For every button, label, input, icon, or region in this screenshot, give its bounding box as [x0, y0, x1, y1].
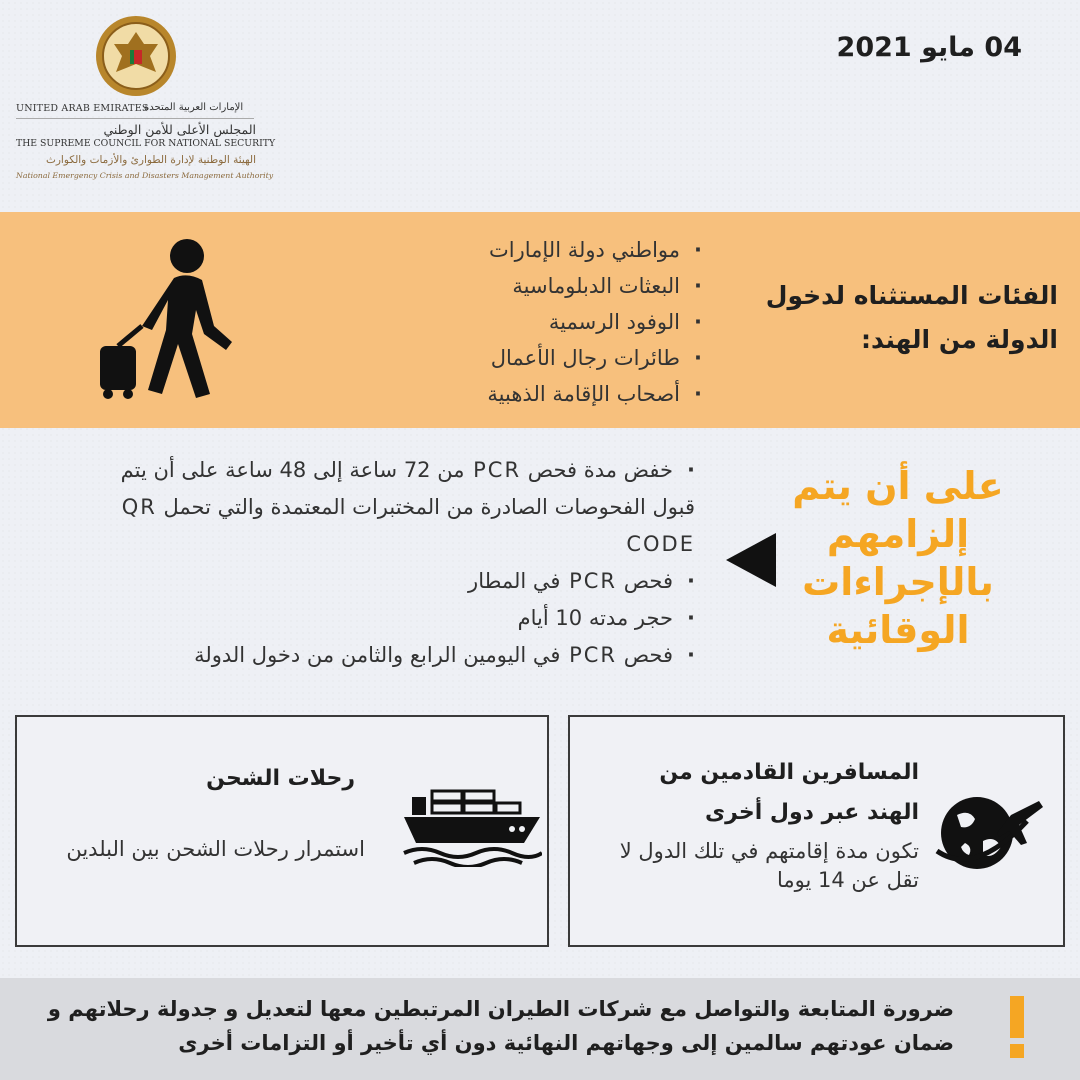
exempt-list: [322, 232, 702, 412]
list-item: · حجر مدته 10 أيام: [85, 600, 695, 637]
logo-en-country: UNITED ARAB EMIRATES: [16, 103, 149, 114]
exclamation-icon: [1006, 996, 1028, 1058]
logo-en-authority: National Emergency Crisis and Disasters Management Authority: [16, 171, 274, 180]
list-item: · خفض مدة فحص PCR من 72 ساعة إلى 48 ساعة على أن يتم قبول الفحوصات الصادرة من المختبرات المعتمدة والتي تحمل QR CODE: [85, 452, 695, 563]
list-item: · طائرات رجال الأعمال: [322, 340, 702, 376]
exempt-title: الفئات المستثناه لدخول الدولة من الهند:: [765, 281, 1058, 354]
logo-en-council: THE SUPREME COUNCIL FOR NATIONAL SECURITY: [16, 138, 276, 149]
cargo-box-title: رحلات الشحن: [206, 766, 355, 791]
footer-notice: [0, 978, 1080, 1080]
authority-logo: [14, 14, 314, 184]
list-item: · أصحاب الإقامة الذهبية: [322, 376, 702, 412]
travelers-via-other-countries-box: [568, 715, 1065, 947]
list-item: · الوفود الرسمية: [322, 304, 702, 340]
preventive-measures-list: [85, 452, 695, 674]
list-item: · البعثات الدبلوماسية: [322, 268, 702, 304]
uae-emblem-icon: [94, 14, 178, 98]
exempt-categories-band: [0, 212, 1080, 428]
logo-ar-country: الإمارات العربية المتحدة: [144, 102, 244, 113]
globe-plane-icon: [935, 781, 1045, 881]
measures-heading: على أن يتم إلزامهم بالإجراءات الوقائية: [792, 464, 1004, 652]
cargo-box-body: استمرار رحلات الشحن بين البلدين: [66, 837, 365, 861]
footer-text: ضرورة المتابعة والتواصل مع شركات الطيران المرتبطين معها لتعديل و جدولة رحلاتهم و ضمان عودتهم سالمين إلى وجهاتهم النهائية دون أي تأخير أو التزامات أخرى: [47, 997, 954, 1055]
traveler-with-luggage-icon: [92, 234, 242, 404]
date-label: 04 مايو 2021: [836, 32, 1022, 63]
list-item: · فحص PCR في المطار: [85, 563, 695, 600]
list-item: · فحص PCR في اليومين الرابع والثامن من دخول الدولة: [85, 637, 695, 674]
list-item: · مواطني دولة الإمارات: [322, 232, 702, 268]
travelers-box-body: تكون مدة إقامتهم في تلك الدول لا تقل عن 14 يوما: [619, 839, 919, 892]
cargo-ship-icon: [402, 787, 542, 867]
logo-ar-authority: الهيئة الوطنية لإدارة الطوارئ والأزمات والكوارث: [45, 154, 256, 166]
travelers-box-title: المسافرين القادمين من الهند عبر دول أخرى: [659, 760, 919, 825]
logo-divider: [16, 118, 254, 119]
logo-ar-council: المجلس الأعلى للأمن الوطني: [103, 122, 256, 137]
cargo-flights-box: [15, 715, 549, 947]
